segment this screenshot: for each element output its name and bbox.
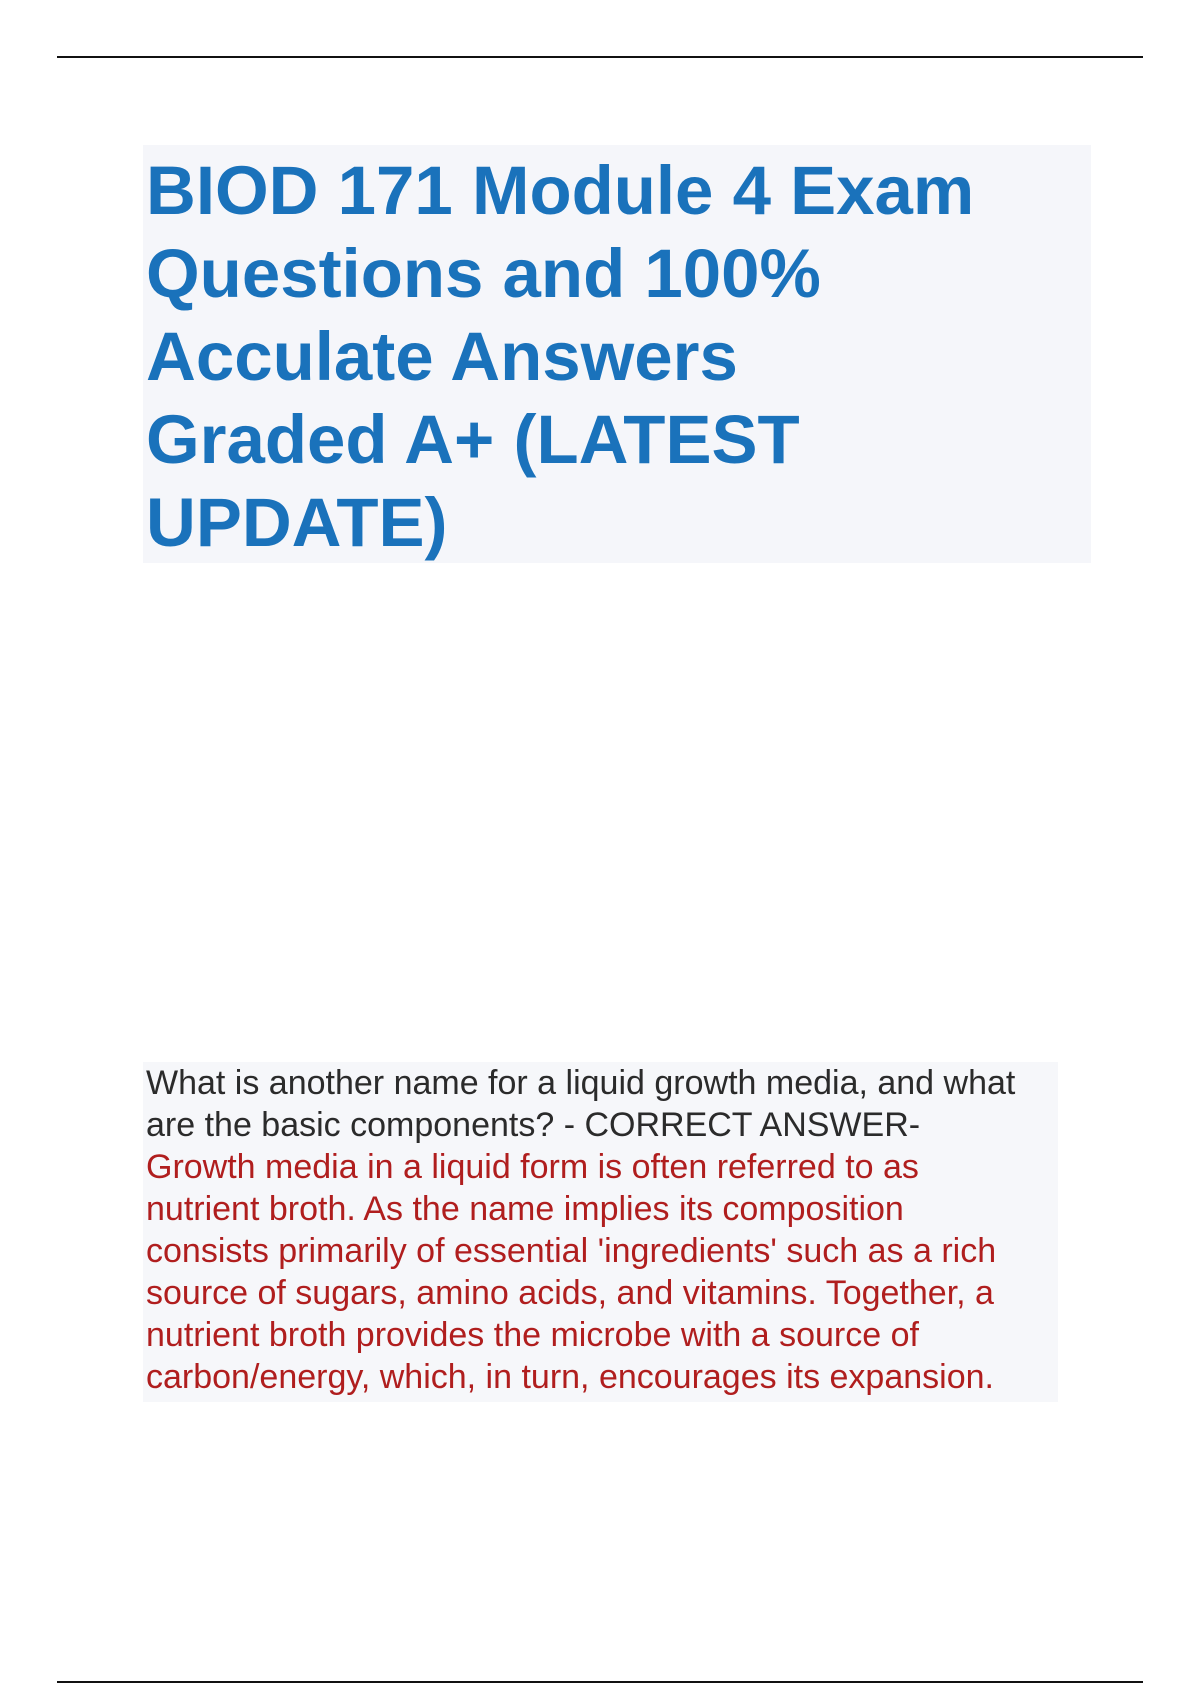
title-line: UPDATE) (146, 484, 448, 561)
top-rule (57, 56, 1143, 58)
answer-text-line: Growth media in a liquid form is often referred to as (146, 1148, 919, 1186)
title-line: BIOD 171 Module 4 Exam (146, 152, 975, 229)
title-block (143, 145, 1091, 563)
question-text-line: are the basic components? - CORRECT ANSWER- (146, 1106, 921, 1144)
title-line: Acculate Answers (146, 318, 738, 395)
title-line: Questions and 100% (146, 235, 821, 312)
bottom-rule (57, 1681, 1143, 1683)
answer-text-line: consists primarily of essential 'ingredients' such as a rich (146, 1232, 997, 1270)
answer-text-line: carbon/energy, which, in turn, encourages its expansion. (146, 1358, 994, 1396)
question-answer-block (143, 1062, 1058, 1402)
answer-text-line: nutrient broth provides the microbe with a source of (146, 1316, 919, 1354)
question-text-line: What is another name for a liquid growth media, and what (146, 1064, 1016, 1102)
document-title (146, 149, 1091, 564)
answer-text-line: nutrient broth. As the name implies its composition (146, 1190, 904, 1228)
answer-text-line: source of sugars, amino acids, and vitamins. Together, a (146, 1274, 994, 1312)
title-line: Graded A+ (LATEST (146, 401, 800, 478)
